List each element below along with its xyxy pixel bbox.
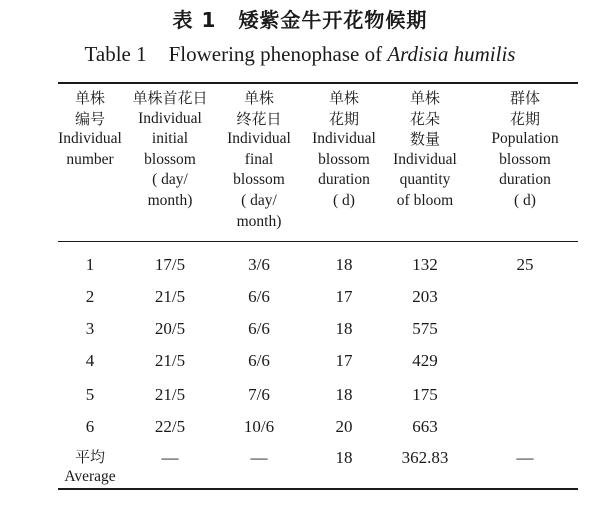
header-en-line: Individual (393, 150, 457, 168)
header-en-line: blossom (499, 150, 551, 168)
table-number-cn: 表 1 (172, 8, 217, 32)
table-cell: 5 (85, 385, 95, 404)
table-cell: 203 (412, 287, 438, 306)
header-cn-line: 数量 (409, 130, 440, 149)
header-en-line: final (244, 150, 274, 168)
header-cn-line: 花期 (328, 109, 359, 128)
table-cell: 2 (85, 287, 95, 306)
header-en-line: ( day/ (241, 191, 277, 209)
average-cell: — (250, 448, 268, 467)
table-bottom-rule (58, 488, 578, 490)
table-cell: 663 (412, 417, 438, 436)
table-cell: 22/5 (154, 417, 186, 436)
header-cn-line: 单株 (328, 89, 359, 107)
table-cell: 429 (412, 351, 438, 370)
header-col-individual-number (50, 88, 130, 170)
header-cn-line: 单株 (243, 89, 274, 107)
table-cell: 21/5 (154, 287, 186, 306)
header-col-blossom-duration (304, 88, 384, 212)
header-col-initial-blossom (120, 88, 220, 212)
header-en-line: initial (151, 130, 189, 148)
table-top-rule (58, 82, 578, 84)
table-cell: 6/6 (248, 319, 270, 338)
header-en-line: blossom (144, 150, 196, 168)
table-cell: 17 (335, 287, 353, 306)
table-cell: 575 (412, 319, 438, 338)
table-cell: 3/6 (248, 255, 270, 274)
table-cell: 21/5 (154, 351, 186, 370)
header-cn-line: 单株首花日 (132, 89, 208, 107)
table-title-cn: 矮紫金牛开花物候期 (238, 8, 428, 32)
header-en-line: blossom (233, 171, 285, 189)
header-col-population-duration (470, 88, 580, 212)
table-cell: 20 (335, 417, 353, 436)
table-title-en: Flowering phenophase of (168, 42, 383, 66)
average-cell: — (516, 448, 534, 467)
header-en-line: quantity (399, 171, 451, 189)
header-cn-line: 花期 (509, 109, 540, 128)
header-en-line: duration (499, 171, 551, 189)
header-en-line: of bloom (396, 191, 454, 209)
header-cn-line: 花朵 (409, 109, 440, 128)
table-cell: 17 (335, 351, 353, 370)
table-cell: 3 (85, 319, 95, 338)
table-cell: 175 (412, 385, 438, 404)
table-cell: 25 (516, 255, 534, 274)
header-en-line: month) (236, 212, 282, 230)
header-cn-line: 编号 (74, 109, 105, 128)
table-cell: 6 (85, 417, 95, 436)
table-cell: 18 (335, 319, 353, 338)
header-en-line: Individual (58, 130, 122, 148)
table-cell: 18 (335, 255, 353, 274)
header-en-line: ( d) (514, 191, 536, 209)
table-number-en: Table 1 (84, 42, 147, 66)
table-cell: 20/5 (154, 319, 186, 338)
header-en-line: duration (318, 171, 370, 189)
header-en-line: month) (147, 191, 193, 209)
table-cell: 4 (85, 351, 95, 370)
header-en-line: Individual (227, 130, 291, 148)
table-cell: 21/5 (154, 385, 186, 404)
table-cell: 17/5 (154, 255, 186, 274)
header-cn-line: 群体 (509, 89, 540, 107)
average-cell: 18 (335, 448, 353, 467)
header-en-line: Individual (312, 130, 376, 148)
table-cell: 7/6 (248, 385, 270, 404)
table-cell: 10/6 (243, 417, 275, 436)
header-col-quantity-of-bloom (380, 88, 470, 212)
table-cell: 6/6 (248, 287, 270, 306)
table-caption-english (0, 42, 600, 67)
header-en-line: blossom (318, 150, 370, 168)
average-label-en: Average (64, 468, 116, 485)
table-cell: 1 (85, 255, 95, 274)
table-cell: 18 (335, 385, 353, 404)
table-cell: 132 (412, 255, 438, 274)
average-cell: — (161, 448, 179, 467)
header-en-line: ( d) (333, 191, 355, 209)
header-en-line: Population (491, 130, 559, 148)
header-cn-line: 终花日 (236, 109, 282, 128)
table-caption-chinese (0, 4, 600, 33)
header-en-line: ( day/ (152, 171, 188, 189)
average-cell: 362.83 (401, 448, 449, 467)
average-label-cn: 平均 (74, 448, 105, 466)
header-en-line: number (66, 150, 114, 168)
table-header-rule (58, 241, 578, 242)
header-cn-line: 单株 (74, 89, 105, 107)
header-col-final-blossom (219, 88, 299, 232)
header-cn-line: 单株 (409, 89, 440, 107)
average-row-label (50, 447, 130, 487)
table-cell: 6/6 (248, 351, 270, 370)
species-name: Ardisia humilis (387, 42, 516, 66)
header-en-line: Individual (138, 109, 202, 127)
